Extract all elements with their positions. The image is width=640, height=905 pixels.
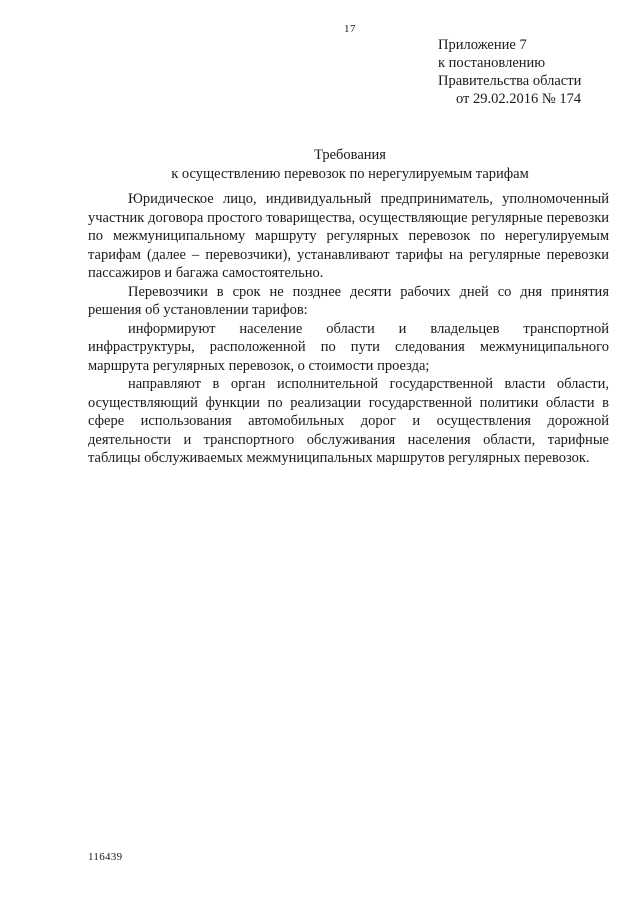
page-number: 17 — [344, 23, 356, 35]
appendix-block — [438, 36, 638, 108]
appendix-line-4: от 29.02.2016 № 174 — [456, 91, 582, 107]
document-body — [88, 190, 609, 468]
appendix-line-2: к постановлению — [438, 55, 546, 71]
paragraph-2: Перевозчики в срок не позднее десяти рабочих дней со дня принятия решения об установлении тарифов: — [88, 283, 609, 318]
paragraph-1: Юридическое лицо, индивидуальный предприниматель, уполномоченный участник договора простого товарищества, осуществляющие регулярные перевозки по межмуниципальному маршруту регулярных перевозок по нерегулируемым тарифам (далее – перевозчики), устанавливают тарифы на регулярные перевозки пассажиров и багажа самостоятельно. — [88, 191, 609, 281]
heading-title: Требования — [314, 147, 386, 163]
heading-subtitle: к осуществлению перевозок по нерегулируемым тарифам — [171, 166, 529, 182]
paragraph-3: информируют население области и владельцев транспортной инфраструктуры, расположенной по пути следования межмуниципального маршрута регулярных перевозок, о стоимости проезда; — [88, 320, 609, 374]
paragraph-4: направляют в орган исполнительной государственной власти области, осуществляющий функции по реализации государственной политики области в сфере использования автомобильных дорог и осуществления дорожной деятельности и транспортного обслуживания населения области, тарифные таблицы обслуживаемых межмуниципальных маршрутов регулярных перевозок. — [88, 376, 609, 466]
document-code: 116439 — [88, 851, 123, 863]
document-heading — [0, 146, 640, 184]
appendix-line-3: Правительства области — [438, 73, 582, 89]
appendix-line-1: Приложение 7 — [438, 37, 527, 53]
